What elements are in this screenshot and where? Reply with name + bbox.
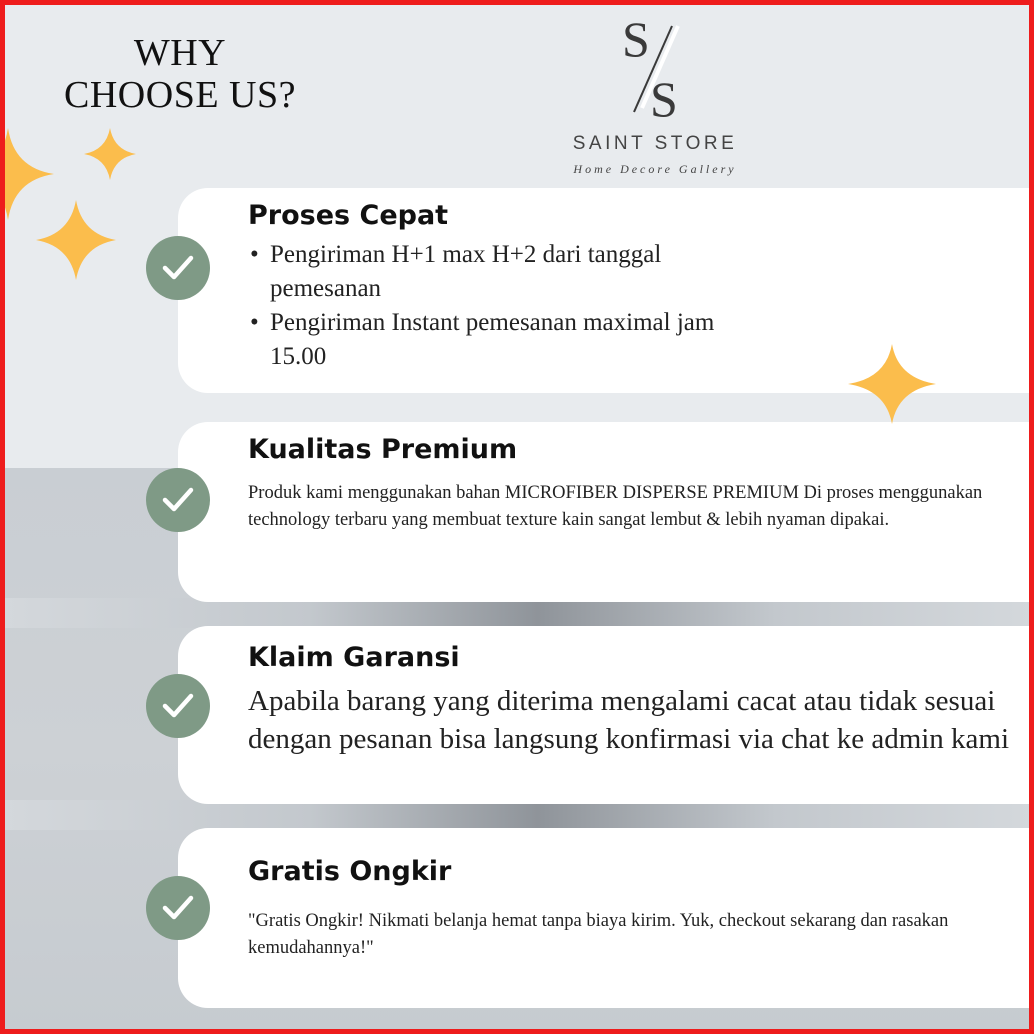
feature-title: Klaim Garansi: [248, 642, 460, 673]
feature-card-warranty-claim: [178, 626, 1034, 804]
brand-logo: [540, 10, 770, 180]
background-band: [0, 598, 1034, 628]
svg-text:S: S: [650, 71, 678, 124]
check-circle-icon: [146, 468, 210, 532]
feature-title: Kualitas Premium: [248, 434, 518, 465]
feature-description: "Gratis Ongkir! Nikmati belanja hemat tanpa biaya kirim. Yuk, checkout sekarang dan rasakan kemudahannya!": [248, 911, 949, 958]
feature-title: Gratis Ongkir: [248, 856, 452, 887]
sparkle-icon: [846, 342, 938, 426]
sparkle-icon: [34, 198, 118, 282]
headline-line-2: CHOOSE US?: [64, 74, 296, 116]
feature-description: Produk kami menggunakan bahan MICROFIBER DISPERSE PREMIUM Di proses menggunakan technology terbaru yang membuat texture kain sangat lembut & lebih nyaman dipakai.: [248, 483, 983, 530]
brand-name: SAINT STORE: [572, 133, 738, 154]
feature-title: Proses Cepat: [248, 200, 449, 231]
monogram-logo-icon: [620, 12, 690, 124]
check-circle-icon: [146, 236, 210, 300]
svg-text:S: S: [622, 12, 650, 67]
headline: [30, 32, 330, 116]
check-circle-icon: [146, 674, 210, 738]
brand-tagline: Home Decore Gallery: [573, 162, 737, 176]
background-band: [0, 800, 1034, 830]
headline-line-1: WHY: [133, 32, 227, 74]
list-item: • Pengiriman Instant pemesanan maximal jam 15.00: [248, 306, 748, 374]
feature-card-free-shipping: [178, 828, 1034, 1008]
feature-bullet-list: [248, 238, 748, 374]
list-item: • Pengiriman H+1 max H+2 dari tanggal pemesanan: [248, 238, 748, 306]
sparkle-icon: [82, 126, 138, 182]
check-circle-icon: [146, 876, 210, 940]
feature-description: Apabila barang yang diterima mengalami cacat atau tidak sesuai dengan pesanan bisa langsung konfirmasi via chat ke admin kami: [248, 685, 1010, 755]
feature-card-premium-quality: [178, 422, 1034, 602]
